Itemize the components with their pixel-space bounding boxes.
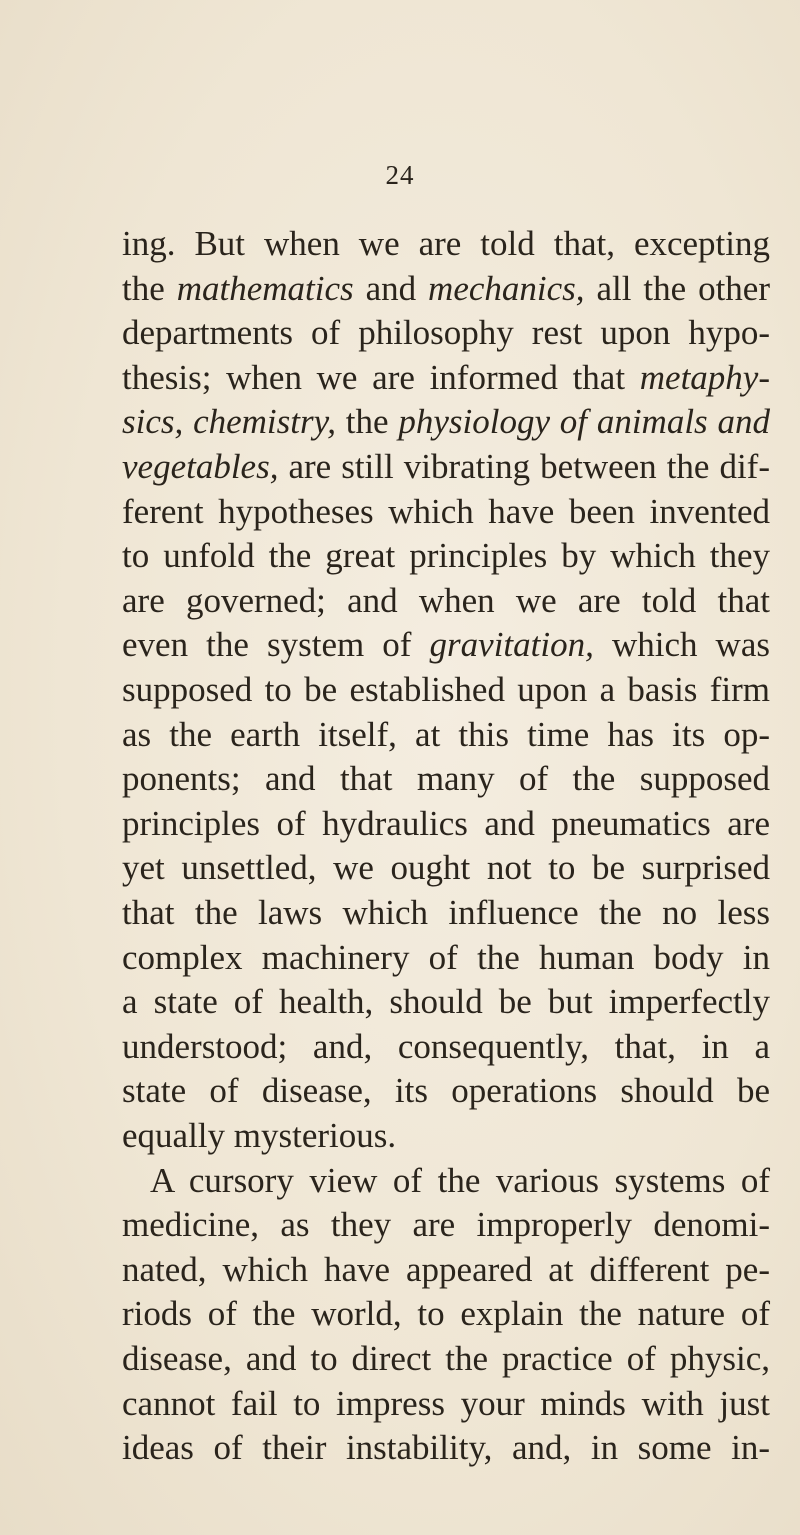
text-run: are still vibrating between the dif-	[278, 447, 770, 486]
text-line	[122, 802, 770, 846]
text-run: all the other	[584, 268, 770, 308]
text-run: equally mysterious.	[122, 1116, 397, 1155]
text-line	[122, 846, 770, 890]
text-run: even the system of	[122, 625, 430, 665]
text-line	[122, 534, 770, 578]
text-line	[122, 490, 770, 534]
italic-term: mechanics,	[428, 268, 585, 308]
text-run: a state of health, should be but imperfectly	[122, 982, 770, 1022]
text-line	[122, 1248, 770, 1292]
text-run: to unfold the great principles by which they	[122, 536, 770, 576]
italic-term: sics, chemistry,	[122, 402, 336, 442]
text-run: nated, which have appeared at different pe-	[122, 1249, 770, 1289]
text-run: disease, and to direct the practice of physic,	[122, 1339, 770, 1378]
text-line	[122, 1069, 770, 1113]
text-line	[122, 1426, 770, 1470]
text-run: and	[353, 268, 429, 308]
text-line	[122, 980, 770, 1024]
text-run: riods of the world, to explain the nature of	[122, 1294, 770, 1334]
text-line	[122, 713, 770, 757]
italic-term: physiology of animals and	[398, 402, 770, 442]
text-line	[122, 936, 770, 980]
text-line	[122, 623, 770, 667]
page-number: 24	[385, 160, 415, 190]
text-line	[122, 1382, 770, 1426]
text-run: understood; and, consequently, that, in a	[122, 1026, 770, 1066]
text-run: which was	[593, 625, 770, 665]
text-line	[122, 1292, 770, 1336]
italic-term: metaphy-	[639, 357, 770, 397]
text-line	[122, 445, 770, 489]
text-run: supposed to be established upon a basis firm	[122, 670, 770, 709]
text-line	[122, 311, 770, 355]
text-run: complex machinery of the human body in	[122, 937, 770, 977]
italic-term: gravitation,	[429, 625, 594, 665]
italic-term: vegetables,	[122, 447, 279, 486]
text-line	[122, 579, 770, 623]
text-line	[122, 222, 770, 266]
text-line	[122, 757, 770, 801]
text-run: ideas of their instability, and, in some in-	[122, 1428, 770, 1468]
text-line	[150, 1159, 770, 1203]
text-line	[122, 356, 770, 400]
text-line	[122, 400, 770, 444]
text-run: thesis; when we are informed that	[122, 357, 640, 397]
text-line	[122, 1025, 770, 1069]
text-run: as the earth itself, at this time has its op-	[122, 714, 770, 754]
text-line	[122, 267, 770, 311]
text-line	[122, 668, 770, 712]
text-line	[122, 1337, 770, 1381]
text-run: ing. But when we are told that, excepting	[122, 224, 770, 263]
text-run: cannot fail to impress your minds with just	[122, 1383, 770, 1423]
text-line	[122, 1203, 770, 1247]
text-run: the	[335, 402, 399, 442]
text-line	[122, 891, 770, 935]
text-run: A cursory view of the various systems of	[150, 1160, 770, 1200]
text-run: that the laws which influence the no less	[122, 893, 770, 932]
text-run: medicine, as they are improperly denomi-	[122, 1205, 770, 1245]
text-run: are governed; and when we are told that	[122, 580, 770, 620]
text-run: ferent hypotheses which have been invented	[122, 491, 770, 531]
text-line	[122, 1114, 770, 1158]
text-run: departments of philosophy rest upon hypo-	[122, 313, 770, 353]
text-run: the	[122, 268, 177, 308]
text-run: ponents; and that many of the supposed	[122, 759, 770, 799]
text-run: yet unsettled, we ought not to be surprised	[122, 848, 770, 888]
text-run: principles of hydraulics and pneumatics are	[122, 803, 770, 843]
italic-term: mathematics	[176, 268, 354, 308]
text-run: state of disease, its operations should be	[122, 1071, 770, 1111]
